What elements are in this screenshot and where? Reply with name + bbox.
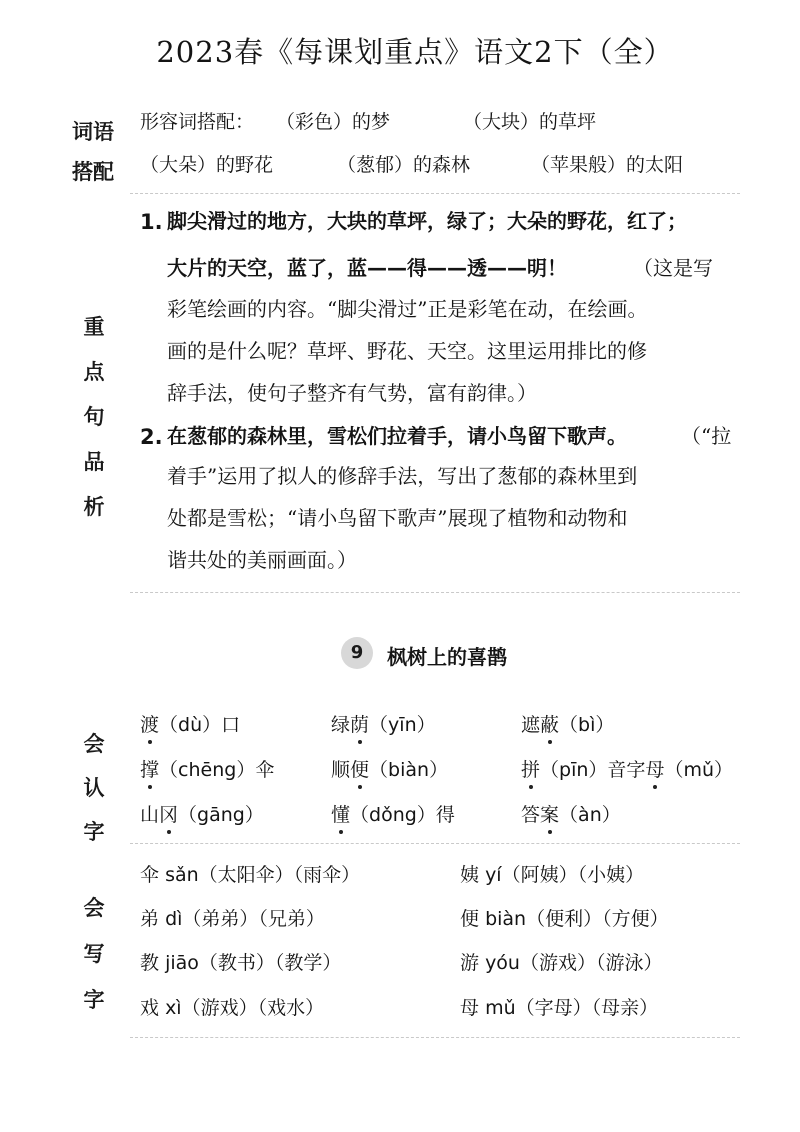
write-words: （教书）（教学） [198, 952, 342, 974]
write-char: 便 [460, 908, 480, 930]
recognize-label-char: 认 [83, 776, 105, 800]
section-divider [130, 843, 740, 844]
paren: （ [559, 714, 579, 736]
word-tail: ）得 [416, 804, 455, 826]
word-char: 顺 [331, 759, 351, 781]
sentence-1-text-line: 大片的天空，蓝了，蓝——得——透——明！ [167, 256, 567, 280]
write-words: （便利）（方便） [526, 908, 669, 930]
pinyin: biàn [388, 759, 430, 781]
section-divider [130, 193, 740, 194]
vocab-section-label [72, 112, 114, 192]
word-char: 山 [140, 804, 160, 826]
write-words: （字母）（母亲） [515, 997, 659, 1019]
paren: （ [369, 759, 389, 781]
pinyin: jiāo [165, 952, 199, 974]
paren: （ [540, 759, 560, 781]
write-item [460, 860, 644, 887]
sentence-1-note-line: 画的是什么呢？草坪、野花、天空。这里运用排比的修 [167, 339, 647, 363]
recognize-item [521, 800, 621, 827]
analysis-label-char: 析 [83, 495, 105, 519]
recognize-item [521, 755, 733, 782]
pinyin: àn [578, 804, 602, 826]
recognize-item [521, 710, 614, 737]
sentence-1-note-line: （这是写 [633, 256, 713, 280]
write-label-char: 写 [83, 942, 105, 966]
recognize-char: 蔽 [540, 710, 559, 737]
recognize-label-char: 字 [83, 820, 105, 844]
page-title: 2023春《每课划重点》语文2下（全） [156, 35, 674, 69]
paren: （ [159, 714, 179, 736]
write-words: （游戏）（游泳） [519, 952, 663, 974]
paren: （ [369, 714, 389, 736]
pinyin: chēng [178, 759, 237, 781]
write-item [140, 860, 360, 887]
recognize-item [140, 800, 264, 827]
recognize-item [331, 710, 436, 737]
recognize-char: 便 [350, 755, 369, 782]
sentence-2-note-line: 处都是雪松；“请小鸟留下歌声”展现了植物和动物和 [167, 506, 628, 530]
analysis-label-char: 重 [83, 315, 105, 339]
vocab-lead: 形容词搭配： [140, 111, 255, 133]
pinyin: biàn [485, 908, 527, 930]
write-label-char: 会 [83, 896, 105, 920]
write-char: 弟 [140, 908, 160, 930]
write-item [140, 993, 324, 1020]
pinyin: mǔ [485, 997, 516, 1019]
analysis-section-label [82, 305, 106, 530]
pinyin: pīn [559, 759, 589, 781]
write-item [460, 948, 663, 975]
pinyin: yóu [485, 952, 520, 974]
paren: ） [595, 714, 615, 736]
pinyin: yí [485, 864, 502, 886]
recognize-char: 撑 [140, 755, 159, 782]
word-tail: ）口 [202, 714, 241, 736]
pinyin: gāng [197, 804, 245, 826]
sentence-2-note-line: 谐共处的美丽画面。） [167, 548, 357, 572]
pinyin: dù [178, 714, 203, 736]
vocab-label-line-2: 搭配 [72, 160, 114, 184]
sentence-2-text-line: 在葱郁的森林里，雪松们拉着手，请小鸟留下歌声。 [167, 424, 627, 448]
vocab-item: （大块）的草坪 [463, 111, 597, 133]
recognize-item [331, 800, 455, 827]
lesson-title: 枫树上的喜鹊 [387, 645, 507, 669]
paren: （ [350, 804, 370, 826]
recognize-item [140, 755, 274, 782]
write-char: 姨 [460, 864, 480, 886]
analysis-label-char: 句 [83, 405, 105, 429]
vocab-item: （彩色）的梦 [276, 111, 391, 133]
word-tail: ）伞 [236, 759, 275, 781]
paren: （ [664, 759, 684, 781]
write-char: 戏 [140, 997, 160, 1019]
lesson-number-badge: 9 [341, 637, 373, 669]
recognize-item [140, 710, 240, 737]
write-char: 母 [460, 997, 480, 1019]
recognize-char: 懂 [331, 800, 350, 827]
analysis-label-char: 点 [83, 360, 105, 384]
paren: ） [244, 804, 264, 826]
section-divider [130, 1037, 740, 1038]
write-item [140, 904, 325, 931]
recognize-section-label [82, 722, 106, 854]
sentence-2-number: 2. [140, 425, 163, 449]
write-item [460, 904, 669, 931]
write-label-char: 字 [83, 988, 105, 1012]
word-char: 答 [521, 804, 541, 826]
write-words: （阿姨）（小姨） [501, 864, 645, 886]
paren: ） [416, 714, 436, 736]
pinyin: dì [165, 908, 183, 930]
vocab-item: （苹果般）的太阳 [531, 154, 684, 176]
write-char: 游 [460, 952, 480, 974]
pinyin: yīn [388, 714, 417, 736]
recognize-char: 冈 [159, 800, 178, 827]
pinyin: sǎn [165, 864, 199, 886]
word-char: 遮 [521, 714, 541, 736]
sentence-1-note-line: 辞手法，使句子整齐有气势，富有韵律。） [167, 381, 537, 405]
sentence-2-note-line: （“拉 [681, 424, 732, 448]
recognize-item [331, 755, 448, 782]
pinyin: mǔ [683, 759, 715, 781]
section-divider [130, 592, 740, 593]
word-tail: ）音字 [588, 759, 646, 781]
pinyin: dǒng [369, 804, 417, 826]
sentence-2-note-line: 着手”运用了拟人的修辞手法，写出了葱郁的森林里到 [167, 464, 638, 488]
write-words: （游戏）（戏水） [181, 997, 325, 1019]
sentence-1-note-line: 彩笔绘画的内容。“脚尖滑过”正是彩笔在动，在绘画。 [167, 297, 648, 321]
recognize-char: 荫 [350, 710, 369, 737]
vocab-item: （大朵）的野花 [140, 154, 274, 176]
vocab-label-line-1: 词语 [72, 120, 114, 144]
recognize-char: 案 [540, 800, 559, 827]
paren: ） [429, 759, 449, 781]
write-item [460, 993, 658, 1020]
write-words: （太阳伞）（雨伞） [198, 864, 361, 886]
vocab-item: （葱郁）的森林 [337, 154, 471, 176]
sentence-1-number: 1. [140, 210, 163, 234]
write-words: （弟弟）（兄弟） [182, 908, 325, 930]
write-char: 伞 [140, 864, 160, 886]
recognize-label-char: 会 [83, 732, 105, 756]
write-char: 教 [140, 952, 160, 974]
pinyin: xì [165, 997, 182, 1019]
paren: ） [714, 759, 734, 781]
paren: （ [159, 759, 179, 781]
recognize-char: 拼 [521, 755, 540, 782]
paren: （ [559, 804, 579, 826]
write-item [140, 948, 341, 975]
word-char: 绿 [331, 714, 351, 736]
sentence-1-text-line: 脚尖滑过的地方，大块的草坪，绿了；大朵的野花，红了； [167, 209, 687, 233]
paren: （ [178, 804, 198, 826]
paren: ） [601, 804, 621, 826]
recognize-char: 母 [645, 755, 664, 782]
write-section-label [82, 885, 106, 1023]
recognize-char: 渡 [140, 710, 159, 737]
pinyin: bì [578, 714, 596, 736]
analysis-label-char: 品 [83, 450, 105, 474]
